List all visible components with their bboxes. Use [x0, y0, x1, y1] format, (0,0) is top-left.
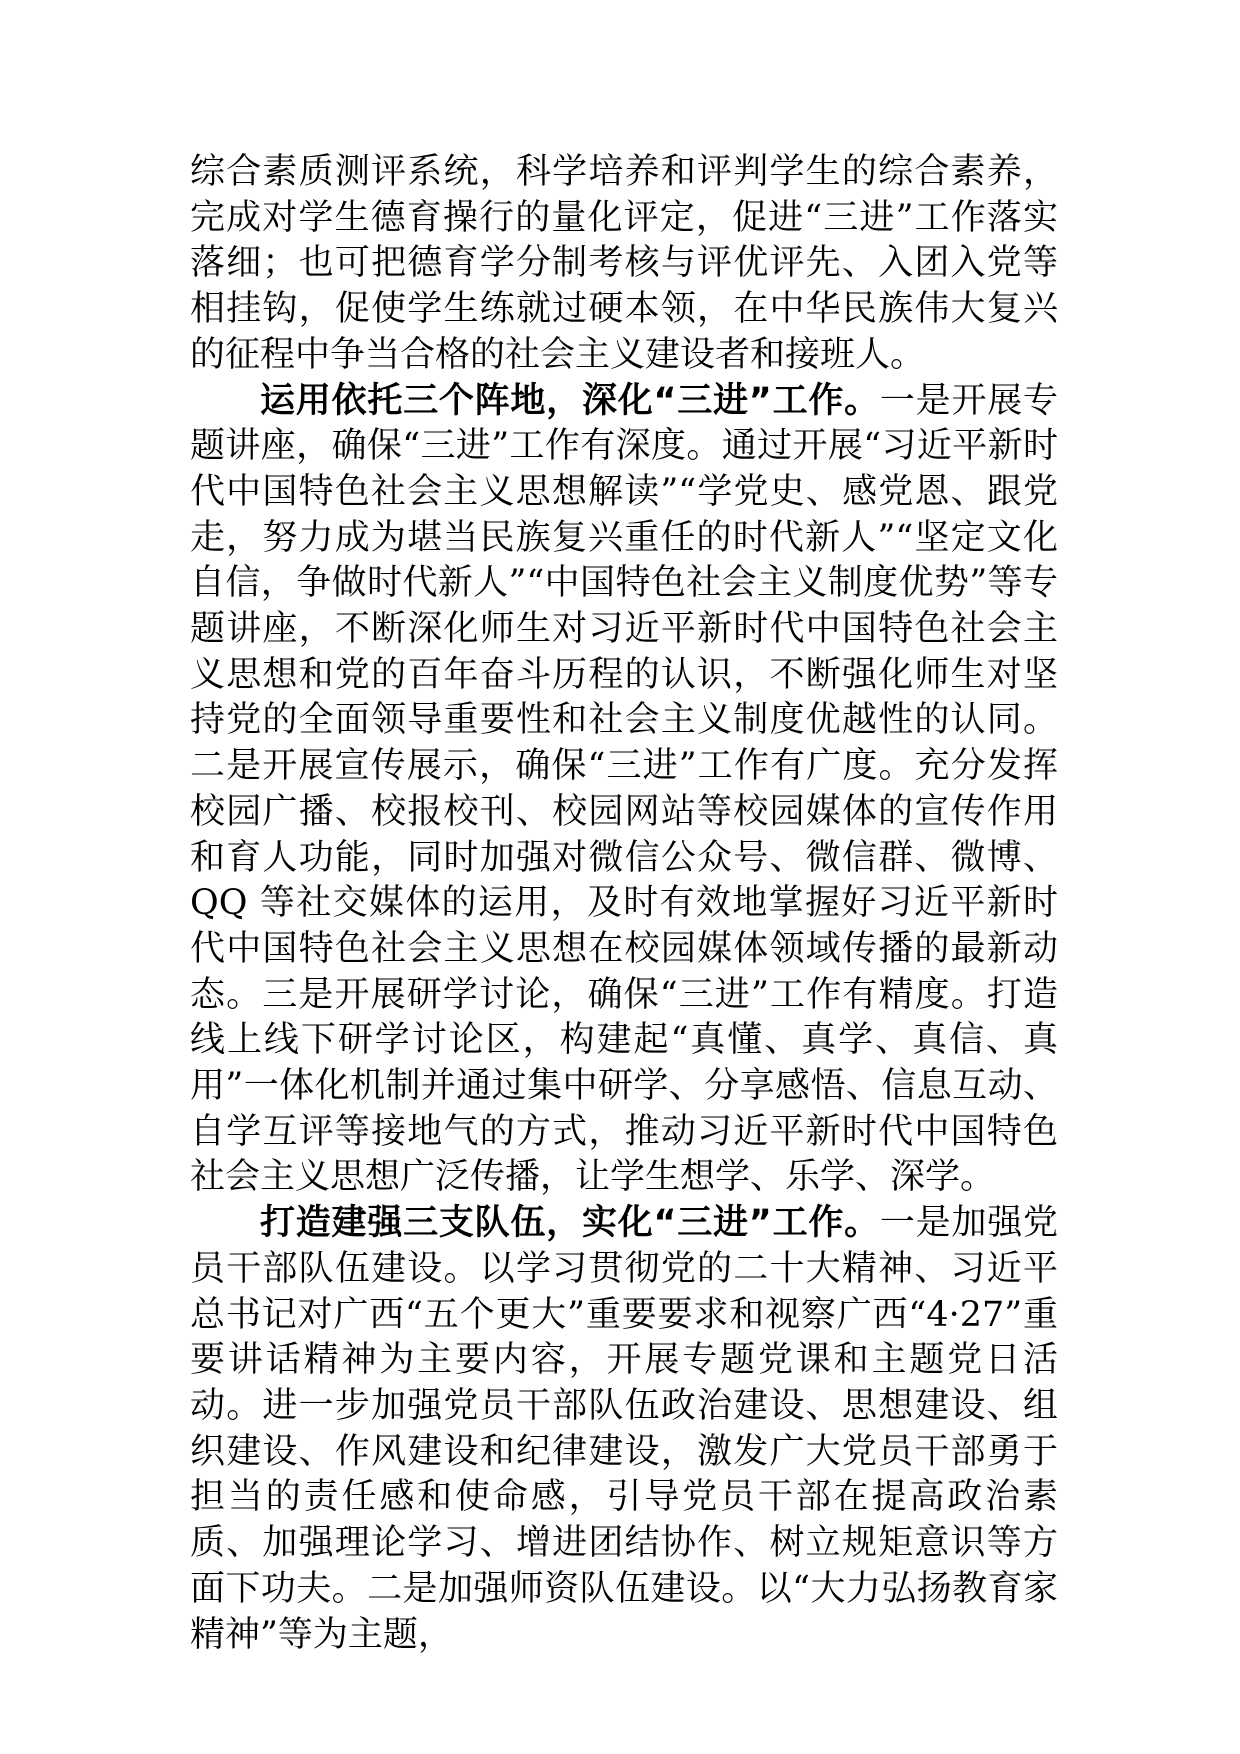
paragraph-continuation [190, 150, 1058, 379]
paragraph-text: 一是开展专题讲座，确保“三进”工作有深度。通过开展“习近平新时代中国特色社会主义思想解读”“学党史、感党恩、跟党走，努力成为堪当民族复兴重任的时代新人”“坚定文化自信，争做时代新人”“中国特色社会主义制度优势”等专题讲座，不断深化师生对习近平新时代中国特色社会主义思想和党的百年奋斗历程的认识，不断强化师生对坚持党的全面领导重要性和社会主义制度优越性的认同。二是开展宣传展示，确保“三进”工作有广度。充分发挥校园广播、校报校刊、校园网站等校园媒体的宣传作用和育人功能，同时加强对微信公众号、微信群、微博、QQ 等社交媒体的运用，及时有效地掌握好习近平新时代中国特色社会主义思想在校园媒体领域传播的最新动态。三是开展研学讨论，确保“三进”工作有精度。打造线上线下研学讨论区，构建起“真懂、真学、真信、真用”一体化机制并通过集中研学、分享感悟、信息互动、自学互评等接地气的方式，推动习近平新时代中国特色社会主义思想广泛传播，让学生想学、乐学、深学。 [190, 380, 1058, 1198]
paragraph-lead-heading: 运用依托三个阵地，深化“三进”工作。 [260, 380, 880, 421]
paragraph-text: 一是加强党员干部队伍建设。以学习贯彻党的二十大精神、习近平总书记对广西“五个更大”重要要求和视察广西“4·27”重要讲话精神为主要内容，开展专题党课和主题党日活动。进一步加强党员干部队伍政治建设、思想建设、组织建设、作风建设和纪律建设，激发广大党员干部勇于担当的责任感和使命感，引导党员干部在提高政治素质、加强理论学习、增进团结协作、树立规矩意识等方面下功夫。二是加强师资队伍建设。以“大力弘扬教育家精神”等为主题， [190, 1203, 1058, 1655]
paragraph-three-positions [190, 379, 1058, 1202]
document-page [190, 150, 1058, 1658]
paragraph-lead-heading: 打造建强三支队伍，实化“三进”工作。 [260, 1203, 880, 1244]
paragraph-text: 综合素质测评系统，科学培养和评判学生的综合素养，完成对学生德育操行的量化评定，促进“三进”工作落实落细；也可把德育学分制考核与评优评先、入团入党等相挂钩，促使学生练就过硬本领，在中华民族伟大复兴的征程中争当合格的社会主义建设者和接班人。 [190, 152, 1058, 375]
paragraph-three-teams [190, 1201, 1058, 1658]
